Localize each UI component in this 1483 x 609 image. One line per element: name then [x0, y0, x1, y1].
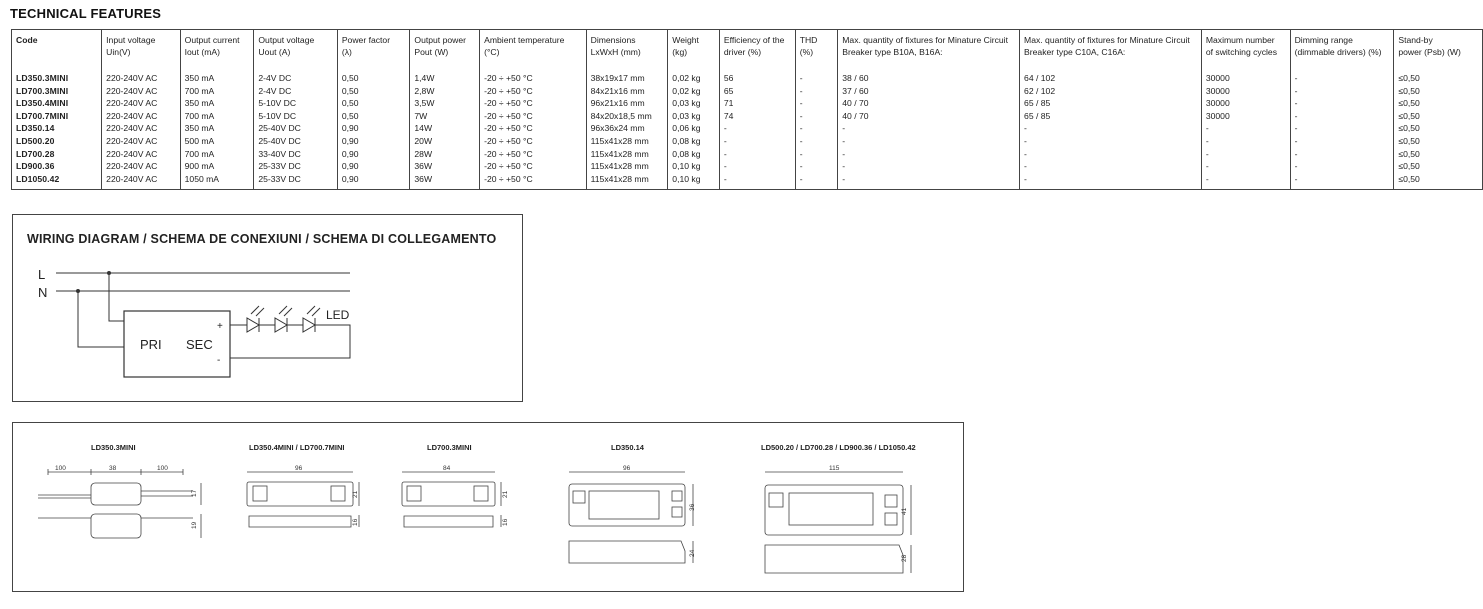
- table-cell: -: [838, 122, 1020, 135]
- product-code-cell: LD700.3MINI: [12, 85, 102, 98]
- table-cell: 56: [719, 72, 795, 85]
- table-cell: -: [795, 135, 838, 148]
- table-cell: 1050 mA: [180, 173, 254, 190]
- table-cell: 0,10 kg: [668, 173, 720, 190]
- table-cell: -: [719, 160, 795, 173]
- product-code-cell: LD350.3MINI: [12, 72, 102, 85]
- table-cell: -: [1290, 122, 1394, 135]
- svg-text:84: 84: [443, 465, 451, 472]
- table-cell: 0,03 kg: [668, 97, 720, 110]
- table-cell: 36W: [410, 160, 480, 173]
- table-cell: 220-240V AC: [102, 148, 180, 161]
- table-cell: ≤0,50: [1394, 110, 1483, 123]
- table-cell: 0,08 kg: [668, 148, 720, 161]
- table-cell: -: [1201, 173, 1290, 190]
- column-header-line: Maximum number: [1205, 35, 1275, 45]
- table-cell: ≤0,50: [1394, 97, 1483, 110]
- table-cell: 220-240V AC: [102, 173, 180, 190]
- svg-text:28: 28: [901, 554, 908, 562]
- product-code-cell: LD700.7MINI: [12, 110, 102, 123]
- table-cell: 0,08 kg: [668, 135, 720, 148]
- svg-text:96: 96: [295, 465, 303, 472]
- drawing-3: [402, 472, 501, 527]
- svg-text:96: 96: [623, 465, 631, 472]
- table-cell: 220-240V AC: [102, 110, 180, 123]
- table-cell: 220-240V AC: [102, 97, 180, 110]
- pri-label: PRI: [140, 337, 162, 352]
- column-header-line: of switching cycles: [1205, 47, 1278, 57]
- column-header-line: Iout (mA): [184, 47, 220, 57]
- table-cell: 2-4V DC: [254, 85, 337, 98]
- column-header: [180, 30, 254, 73]
- drawing-5: [765, 472, 911, 573]
- table-cell: -: [1020, 122, 1202, 135]
- table-cell: 350 mA: [180, 122, 254, 135]
- column-header-line: LxWxH (mm): [590, 47, 641, 57]
- drawing-1: [38, 469, 201, 538]
- column-header: [254, 30, 337, 73]
- table-cell: -: [838, 160, 1020, 173]
- column-header-line: THD: [799, 35, 818, 45]
- column-header-line: Power factor: [341, 35, 391, 45]
- table-cell: 74: [719, 110, 795, 123]
- column-header: [410, 30, 480, 73]
- table-cell: -: [1290, 110, 1394, 123]
- table-row: [12, 72, 1483, 85]
- table-cell: 0,03 kg: [668, 110, 720, 123]
- column-header-line: Uin(V): [106, 47, 131, 57]
- table-cell: -: [1201, 135, 1290, 148]
- svg-text:16: 16: [352, 518, 359, 526]
- table-cell: 14W: [410, 122, 480, 135]
- column-header-line: Weight: [672, 35, 699, 45]
- table-cell: 3,5W: [410, 97, 480, 110]
- column-header-line: Efficiency of the: [723, 35, 785, 45]
- table-cell: -20 ÷ +50 °C: [480, 122, 587, 135]
- table-cell: 220-240V AC: [102, 72, 180, 85]
- dimension-drawings-panel: [12, 422, 964, 592]
- table-cell: -20 ÷ +50 °C: [480, 135, 587, 148]
- table-cell: 0,10 kg: [668, 160, 720, 173]
- table-cell: 7W: [410, 110, 480, 123]
- table-row: [12, 173, 1483, 190]
- table-cell: -: [1290, 72, 1394, 85]
- table-cell: -20 ÷ +50 °C: [480, 110, 587, 123]
- table-cell: 220-240V AC: [102, 160, 180, 173]
- table-cell: 38 / 60: [838, 72, 1020, 85]
- table-cell: 28W: [410, 148, 480, 161]
- table-cell: 84x21x16 mm: [586, 85, 668, 98]
- column-header-line: (°C): [484, 47, 500, 57]
- table-cell: 0,50: [337, 110, 410, 123]
- table-cell: 0,50: [337, 72, 410, 85]
- column-header-line: Breaker type B10A, B16A:: [842, 47, 943, 57]
- table-cell: ≤0,50: [1394, 148, 1483, 161]
- svg-text:41: 41: [901, 507, 908, 515]
- table-cell: 2,8W: [410, 85, 480, 98]
- table-cell: -: [1201, 122, 1290, 135]
- table-cell: 700 mA: [180, 110, 254, 123]
- table-cell: 33-40V DC: [254, 148, 337, 161]
- column-header-line: Uout (A): [258, 47, 291, 57]
- drawing-2-title: LD350.4MINI / LD700.7MINI: [249, 443, 345, 452]
- table-cell: -20 ÷ +50 °C: [480, 160, 587, 173]
- table-cell: 350 mA: [180, 72, 254, 85]
- svg-text:21: 21: [502, 490, 509, 498]
- column-header-line: Dimming range: [1294, 35, 1353, 45]
- column-header: [838, 30, 1020, 73]
- table-row: [12, 135, 1483, 148]
- table-cell: 900 mA: [180, 160, 254, 173]
- table-cell: 500 mA: [180, 135, 254, 148]
- column-header: [1290, 30, 1394, 73]
- table-cell: 62 / 102: [1020, 85, 1202, 98]
- column-header-line: (λ): [341, 47, 352, 57]
- table-body: [12, 72, 1483, 190]
- table-cell: 115x41x28 mm: [586, 135, 668, 148]
- table-cell: 220-240V AC: [102, 122, 180, 135]
- product-code-cell: LD900.36: [12, 160, 102, 173]
- svg-text:21: 21: [352, 490, 359, 498]
- table-cell: 71: [719, 97, 795, 110]
- table-cell: 0,02 kg: [668, 85, 720, 98]
- table-cell: -: [795, 148, 838, 161]
- table-cell: 115x41x28 mm: [586, 160, 668, 173]
- column-header-line: Code: [16, 35, 38, 45]
- table-cell: -: [795, 72, 838, 85]
- table-cell: -: [795, 110, 838, 123]
- table-cell: -: [1290, 148, 1394, 161]
- table-cell: 350 mA: [180, 97, 254, 110]
- table-cell: 0,90: [337, 173, 410, 190]
- column-header: [1394, 30, 1483, 73]
- table-cell: ≤0,50: [1394, 72, 1483, 85]
- svg-text:19: 19: [191, 521, 198, 529]
- table-cell: 1,4W: [410, 72, 480, 85]
- table-cell: 96x21x16 mm: [586, 97, 668, 110]
- table-cell: 115x41x28 mm: [586, 148, 668, 161]
- svg-text:16: 16: [502, 518, 509, 526]
- table-cell: -: [838, 135, 1020, 148]
- table-cell: ≤0,50: [1394, 135, 1483, 148]
- table-cell: 700 mA: [180, 148, 254, 161]
- table-cell: 700 mA: [180, 85, 254, 98]
- column-header-line: Max. quantity of fixtures for Minature Circuit: [842, 35, 1008, 45]
- table-cell: 40 / 70: [838, 110, 1020, 123]
- table-cell: -: [1020, 173, 1202, 190]
- table-cell: 25-40V DC: [254, 135, 337, 148]
- svg-text:100: 100: [55, 465, 66, 472]
- table-cell: 25-33V DC: [254, 160, 337, 173]
- svg-text:17: 17: [191, 489, 198, 497]
- table-cell: 65: [719, 85, 795, 98]
- table-cell: -20 ÷ +50 °C: [480, 85, 587, 98]
- table-cell: -: [1290, 85, 1394, 98]
- table-row: [12, 110, 1483, 123]
- svg-text:100: 100: [157, 465, 168, 472]
- column-header-line: Pout (W): [414, 47, 449, 57]
- table-cell: 0,50: [337, 85, 410, 98]
- column-header-line: Ambient temperature: [484, 35, 565, 45]
- table-cell: ≤0,50: [1394, 173, 1483, 190]
- table-cell: 30000: [1201, 110, 1290, 123]
- table-cell: 0,90: [337, 148, 410, 161]
- wiring-diagram-panel: [12, 214, 523, 402]
- led-label: LED: [326, 308, 350, 322]
- table-cell: -: [795, 173, 838, 190]
- column-header: [1201, 30, 1290, 73]
- table-cell: 84x20x18,5 mm: [586, 110, 668, 123]
- l-label: L: [38, 267, 46, 282]
- product-code-cell: LD350.4MINI: [12, 97, 102, 110]
- table-cell: 0,06 kg: [668, 122, 720, 135]
- table-cell: -: [1201, 160, 1290, 173]
- column-header-line: (kg): [672, 47, 688, 57]
- drawing-3-title: LD700.3MINI: [427, 443, 472, 452]
- table-cell: 30000: [1201, 72, 1290, 85]
- table-cell: 40 / 70: [838, 97, 1020, 110]
- table-cell: -: [719, 122, 795, 135]
- table-cell: -: [1020, 148, 1202, 161]
- table-cell: -: [795, 160, 838, 173]
- column-header: [719, 30, 795, 73]
- table-cell: 0,50: [337, 97, 410, 110]
- wiring-diagram-title: WIRING DIAGRAM / SCHEMA DE CONEXIUNI / SCHEMA DI COLLEGAMENTO: [27, 232, 497, 246]
- column-header-line: (dimmable drivers) (%): [1294, 47, 1382, 57]
- column-header: [586, 30, 668, 73]
- table-cell: -: [795, 122, 838, 135]
- drawing-2: [247, 472, 359, 527]
- column-header-line: Breaker type C10A, C16A:: [1024, 47, 1126, 57]
- table-cell: 38x19x17 mm: [586, 72, 668, 85]
- column-header-line: Output voltage: [258, 35, 315, 45]
- column-header-line: Dimensions: [590, 35, 636, 45]
- table-row: [12, 148, 1483, 161]
- product-code-cell: LD700.28: [12, 148, 102, 161]
- column-header-line: Stand-by: [1398, 35, 1433, 45]
- table-cell: 65 / 85: [1020, 97, 1202, 110]
- table-cell: -: [1020, 160, 1202, 173]
- minus-label: -: [217, 355, 221, 366]
- column-header-line: Output power: [414, 35, 466, 45]
- table-cell: -: [1290, 135, 1394, 148]
- table-cell: -: [719, 148, 795, 161]
- svg-text:24: 24: [689, 549, 696, 557]
- column-header-line: Output current: [184, 35, 240, 45]
- n-label: N: [38, 285, 48, 300]
- drawing-5-title: LD500.20 / LD700.28 / LD900.36 / LD1050.42: [761, 443, 916, 452]
- table-cell: -: [719, 135, 795, 148]
- table-cell: -20 ÷ +50 °C: [480, 173, 587, 190]
- table-cell: 0,02 kg: [668, 72, 720, 85]
- column-header: [668, 30, 720, 73]
- table-cell: 20W: [410, 135, 480, 148]
- table-cell: 25-33V DC: [254, 173, 337, 190]
- drawing-1-title: LD350.3MINI: [91, 443, 136, 452]
- table-cell: 5-10V DC: [254, 97, 337, 110]
- table-cell: 2-4V DC: [254, 72, 337, 85]
- table-cell: -20 ÷ +50 °C: [480, 72, 587, 85]
- column-header-line: power (Psb) (W): [1398, 47, 1461, 57]
- table-cell: 37 / 60: [838, 85, 1020, 98]
- table-cell: -: [719, 173, 795, 190]
- drawing-4-title: LD350.14: [611, 443, 644, 452]
- table-row: [12, 122, 1483, 135]
- product-code-cell: LD500.20: [12, 135, 102, 148]
- table-cell: 30000: [1201, 97, 1290, 110]
- column-header: [12, 30, 102, 73]
- svg-text:115: 115: [829, 465, 840, 472]
- dimension-drawings: [13, 423, 965, 593]
- table-cell: 220-240V AC: [102, 85, 180, 98]
- wiring-diagram: [13, 215, 524, 403]
- table-cell: 0,90: [337, 135, 410, 148]
- table-cell: 115x41x28 mm: [586, 173, 668, 190]
- svg-text:38: 38: [109, 465, 117, 472]
- table-cell: -: [1290, 97, 1394, 110]
- table-cell: 96x36x24 mm: [586, 122, 668, 135]
- drawing-4: [569, 472, 693, 563]
- svg-text:36: 36: [689, 503, 696, 511]
- table-cell: -: [1290, 160, 1394, 173]
- column-header-line: Input voltage: [106, 35, 156, 45]
- table-cell: -: [1020, 135, 1202, 148]
- table-cell: 0,90: [337, 160, 410, 173]
- column-header-line: (%): [799, 47, 814, 57]
- table-cell: ≤0,50: [1394, 85, 1483, 98]
- table-cell: 36W: [410, 173, 480, 190]
- table-cell: -: [795, 85, 838, 98]
- column-header-line: driver (%): [723, 47, 762, 57]
- section-title: TECHNICAL FEATURES: [10, 6, 162, 21]
- column-header: [795, 30, 838, 73]
- table-cell: -: [838, 173, 1020, 190]
- table-cell: 220-240V AC: [102, 135, 180, 148]
- table-cell: 65 / 85: [1020, 110, 1202, 123]
- table-row: [12, 160, 1483, 173]
- table-header-row: [12, 30, 1483, 73]
- table-cell: -: [1290, 173, 1394, 190]
- column-header: [480, 30, 587, 73]
- table-cell: -: [1201, 148, 1290, 161]
- column-header: [102, 30, 180, 73]
- table-row: [12, 97, 1483, 110]
- column-header: [1020, 30, 1202, 73]
- product-code-cell: LD1050.42: [12, 173, 102, 190]
- sec-label: SEC: [186, 337, 213, 352]
- table-cell: -: [795, 97, 838, 110]
- technical-features-table: [11, 29, 1483, 190]
- column-header: [337, 30, 410, 73]
- table-cell: 0,90: [337, 122, 410, 135]
- table-cell: 5-10V DC: [254, 110, 337, 123]
- table-cell: ≤0,50: [1394, 160, 1483, 173]
- table-cell: -20 ÷ +50 °C: [480, 97, 587, 110]
- plus-label: +: [217, 321, 223, 332]
- table-cell: 64 / 102: [1020, 72, 1202, 85]
- table-cell: -: [838, 148, 1020, 161]
- table-cell: 30000: [1201, 85, 1290, 98]
- column-header-line: Max. quantity of fixtures for Minature Circuit: [1024, 35, 1190, 45]
- table-cell: -20 ÷ +50 °C: [480, 148, 587, 161]
- table-row: [12, 85, 1483, 98]
- table-cell: ≤0,50: [1394, 122, 1483, 135]
- product-code-cell: LD350.14: [12, 122, 102, 135]
- table-cell: 25-40V DC: [254, 122, 337, 135]
